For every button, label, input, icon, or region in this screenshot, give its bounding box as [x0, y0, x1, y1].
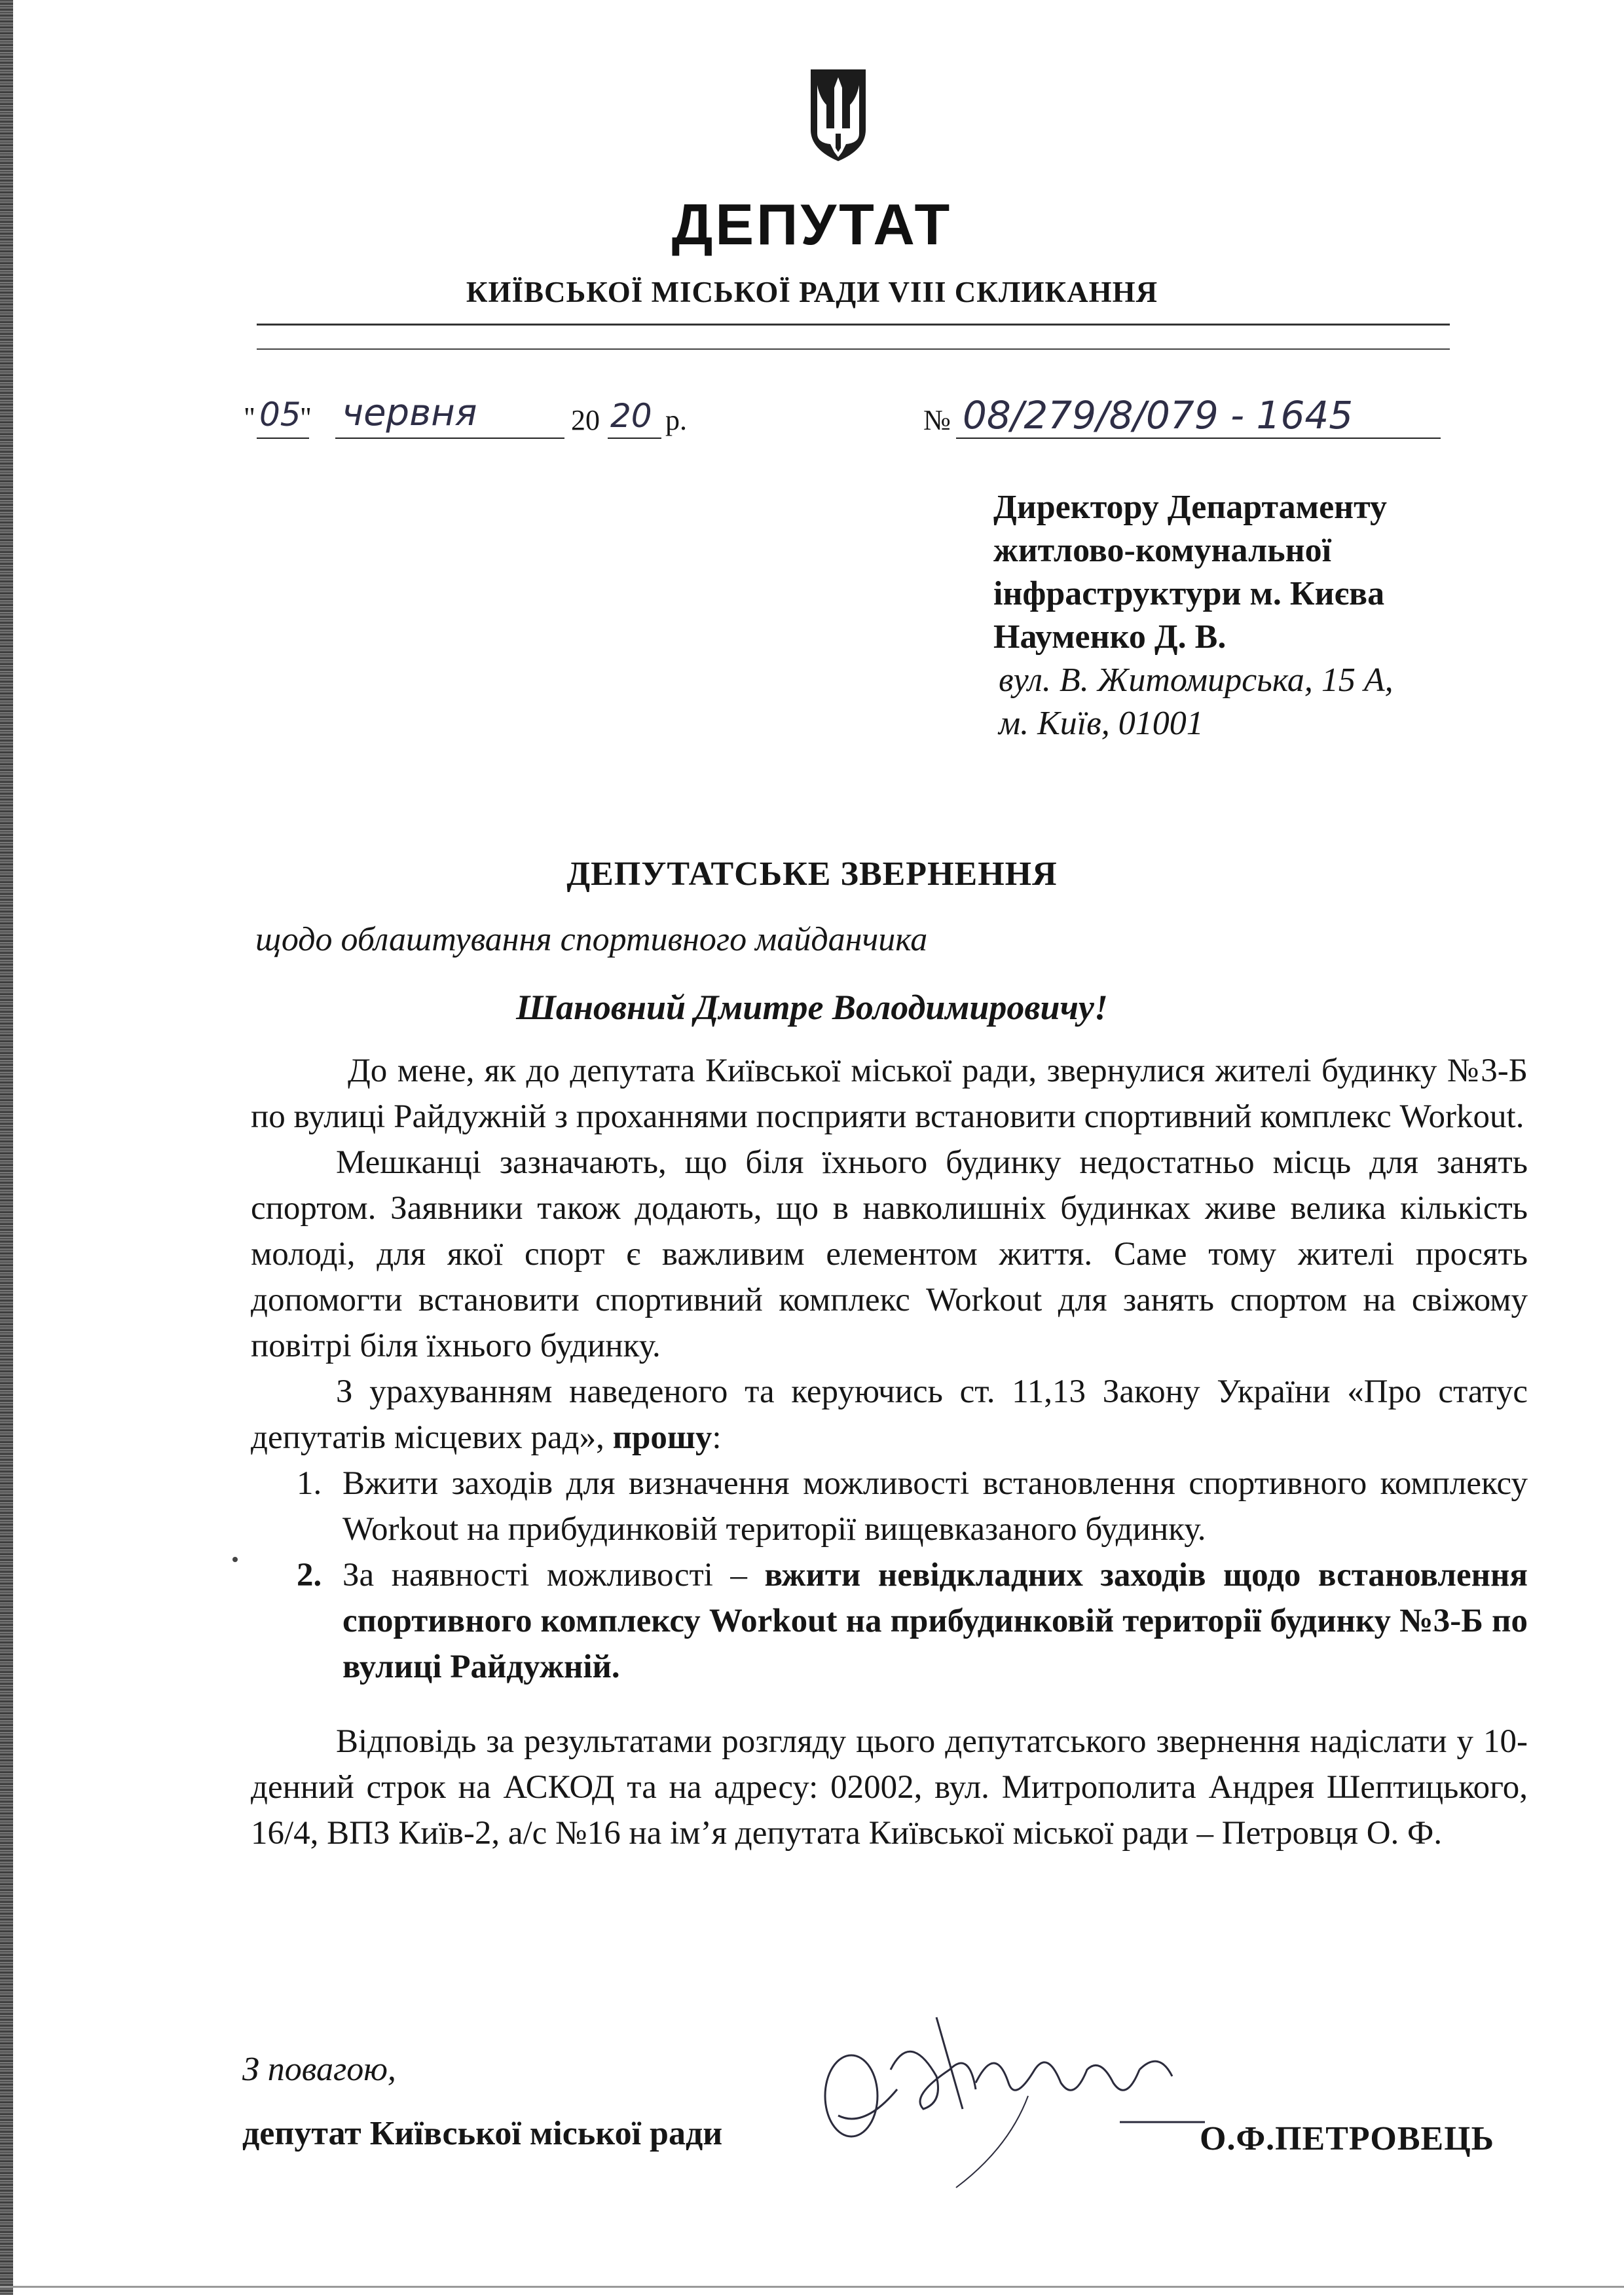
- number-underline: [956, 438, 1441, 439]
- paragraph-3-text: З урахуванням наведеного та керуючись ст. 11,13 Закону України «Про статус депутатів місцевих рад»,: [251, 1373, 1528, 1456]
- date-open-quote: ": [244, 401, 255, 434]
- number-sign: №: [923, 404, 951, 436]
- header-title: ДЕПУТАТ: [671, 192, 953, 257]
- paragraph-3-bold: прошу: [612, 1419, 712, 1456]
- list-item: [251, 1461, 1528, 1552]
- date-day-underline: [257, 438, 309, 439]
- request-list: [251, 1461, 1528, 1690]
- ukraine-trident-shield-icon: [807, 65, 870, 164]
- addressee-line-3: інфраструктури м. Києва: [993, 575, 1385, 612]
- date-year-suffix: 20: [610, 397, 652, 435]
- addressee-line-2: житлово-комунальної: [993, 532, 1332, 569]
- letter-body: [251, 1048, 1528, 1856]
- handwritten-signature: [812, 1991, 1218, 2201]
- addressee-block: [993, 486, 1557, 745]
- margin-dot: [232, 1557, 238, 1562]
- header-subtitle: КИЇВСЬКОЇ МІСЬКОЇ РАДИ VIII СКЛИКАННЯ: [466, 276, 1158, 308]
- list-item-text: За наявності можливості –: [342, 1557, 747, 1594]
- date-year-underline: [608, 438, 661, 439]
- addressee-address-2: м. Київ, 01001: [999, 705, 1204, 742]
- signer-role: депутат Київської міської ради: [242, 2115, 723, 2152]
- appeal-subtitle: щодо облаштування спортивного майданчика: [255, 921, 928, 958]
- list-item: [251, 1552, 1528, 1690]
- closing-regards: З повагою,: [242, 2051, 396, 2088]
- date-day: 05: [259, 396, 301, 434]
- paragraph-2: Мешканці зазначають, що біля їхнього будинку недостатньо місць для занять спортом. Заявники також додають, що в навколишніх будинках живе велика кількість молоді, для якої спорт є важливим елементом життя. Саме тому жителі просять допомогти встановити спортивний комплекс Workout для занять спортом на свіжому повітрі біля їхнього будинку.: [251, 1144, 1528, 1364]
- date-year-unit: р.: [665, 404, 687, 436]
- date-month-underline: [335, 438, 564, 439]
- number-value: 08/279/8/079 - 1645: [963, 393, 1354, 438]
- date-month: червня: [342, 392, 477, 434]
- addressee-address-1: вул. В. Житомирська, 15 А,: [999, 662, 1393, 699]
- paragraph-1: До мене, як до депутата Київської міської ради, звернулися жителі будинку №3-Б по вулиці Райдужній з проханнями посприяти встановити спортивний комплекс Workout.: [251, 1053, 1528, 1135]
- paragraph-4: Відповідь за результатами розгляду цього депутатського звернення надіслати у 10-денний строк на АСКОД та на адресу: 02002, вул. Митрополита Андрея Шептицького, 16/4, ВПЗ Київ-2, а/с №16 на ім’я депутата Київської міської ради – Петровця О. Ф.: [251, 1723, 1528, 1852]
- paragraph-3-end: :: [712, 1419, 722, 1456]
- addressee-line-4: Науменко Д. В.: [993, 618, 1227, 656]
- salutation: Шановний Дмитре Володимировичу!: [516, 988, 1108, 1027]
- list-item-bold-text: вжити невідкладних заходів щодо встановлення спортивного комплексу Workout на прибудинковій території будинку №3-Б по вулиці Райдужній.: [342, 1557, 1528, 1685]
- list-item-number: 1.: [297, 1465, 322, 1502]
- document-date: [244, 392, 715, 448]
- scan-bottom-edge: [0, 2286, 1624, 2288]
- scan-edge: [0, 0, 13, 2295]
- list-item-number: 2.: [297, 1557, 322, 1594]
- signer-name: О.Ф.ПЕТРОВЕЦЬ: [1200, 2120, 1495, 2157]
- date-year-prefix: 20: [571, 404, 600, 436]
- paragraph-3: [251, 1369, 1528, 1461]
- appeal-title: ДЕПУТАТСЬКЕ ЗВЕРНЕННЯ: [566, 855, 1058, 893]
- date-close-quote: ": [300, 401, 312, 434]
- addressee-line-1: Директору Департаменту: [993, 489, 1387, 526]
- document-number: [923, 393, 1460, 448]
- header-rule-bottom: [257, 348, 1450, 350]
- list-item-text: Вжити заходів для визначення можливості встановлення спортивного комплексу Workout на прибудинковій території вищевказаного будинку.: [342, 1465, 1528, 1548]
- header-rule-top: [257, 324, 1450, 326]
